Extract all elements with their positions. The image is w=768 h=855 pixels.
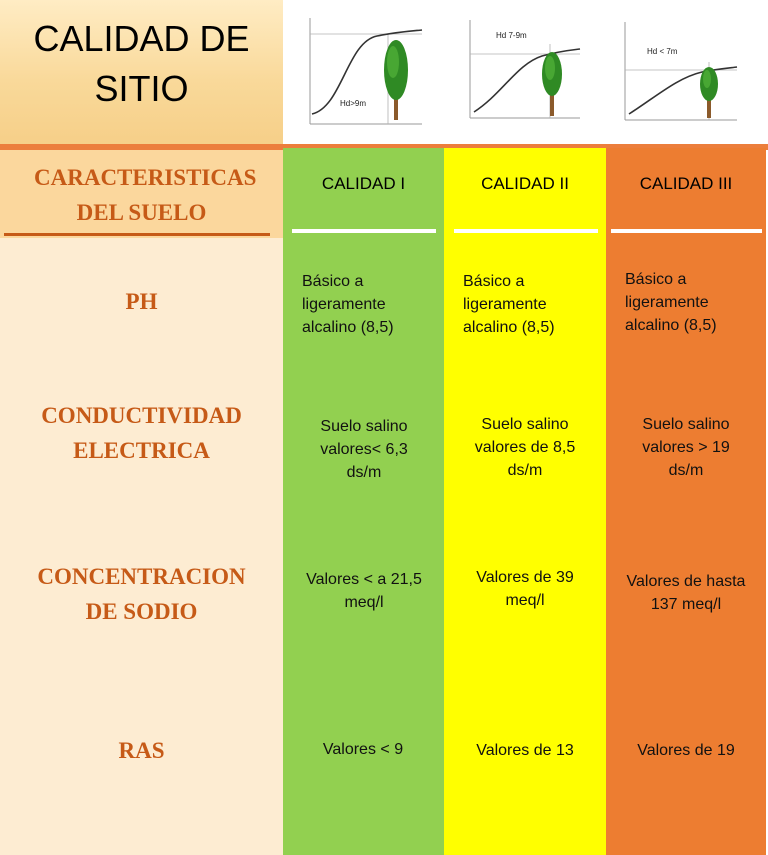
page-title: CALIDAD DE SITIO	[33, 18, 250, 109]
characteristics-header: CARACTERISTICAS DEL SUELO	[34, 165, 257, 225]
characteristics-header-rule	[4, 233, 270, 236]
growth-chart-calidad-1	[302, 12, 432, 134]
growth-chart-calidad-3	[617, 16, 745, 134]
row-label-ph: PH	[125, 289, 158, 314]
row-label-ras: RAS	[118, 738, 165, 763]
sodio-calidad-3: Valores de hasta 137 meq/l	[626, 573, 746, 613]
calidad-3-header-rule	[611, 229, 762, 233]
ras-calidad-2: Valores de 13	[476, 742, 574, 759]
calidad-2-header: CALIDAD II	[481, 174, 569, 193]
sodio-calidad-1: Valores < a 21,5 meq/l	[306, 571, 422, 611]
row-label-conductividad: CONDUCTIVIDAD ELECTRICA	[41, 403, 242, 463]
conductividad-calidad-1: Suelo salino valores< 6,3 ds/m	[320, 418, 408, 481]
calidad-3-header: CALIDAD III	[639, 174, 733, 193]
calidad-1-header-rule	[292, 229, 436, 233]
ph-calidad-1: Básico a ligeramente alcalino (8,5)	[302, 273, 394, 336]
growth-chart-calidad-2	[462, 14, 587, 132]
calidad-1-header: CALIDAD I	[321, 174, 406, 193]
conductividad-calidad-2: Suelo salino valores de 8,5 ds/m	[474, 416, 576, 479]
chart-label-3: Hd < 7m	[647, 47, 678, 56]
chart-label-1: Hd>9m	[340, 99, 367, 108]
row-label-sodio: CONCENTRACION DE SODIO	[37, 564, 246, 624]
ras-calidad-3: Valores de 19	[637, 742, 735, 759]
ph-calidad-2: Básico a ligeramente alcalino (8,5)	[463, 273, 555, 336]
ph-calidad-3: Básico a ligeramente alcalino (8,5)	[625, 271, 717, 334]
sodio-calidad-2: Valores de 39 meq/l	[476, 569, 574, 609]
chart-label-2: Hd 7-9m	[496, 31, 527, 40]
calidad-2-header-rule	[454, 229, 598, 233]
conductividad-calidad-3: Suelo salino valores > 19 ds/m	[642, 416, 730, 479]
ras-calidad-1: Valores < 9	[322, 741, 404, 758]
